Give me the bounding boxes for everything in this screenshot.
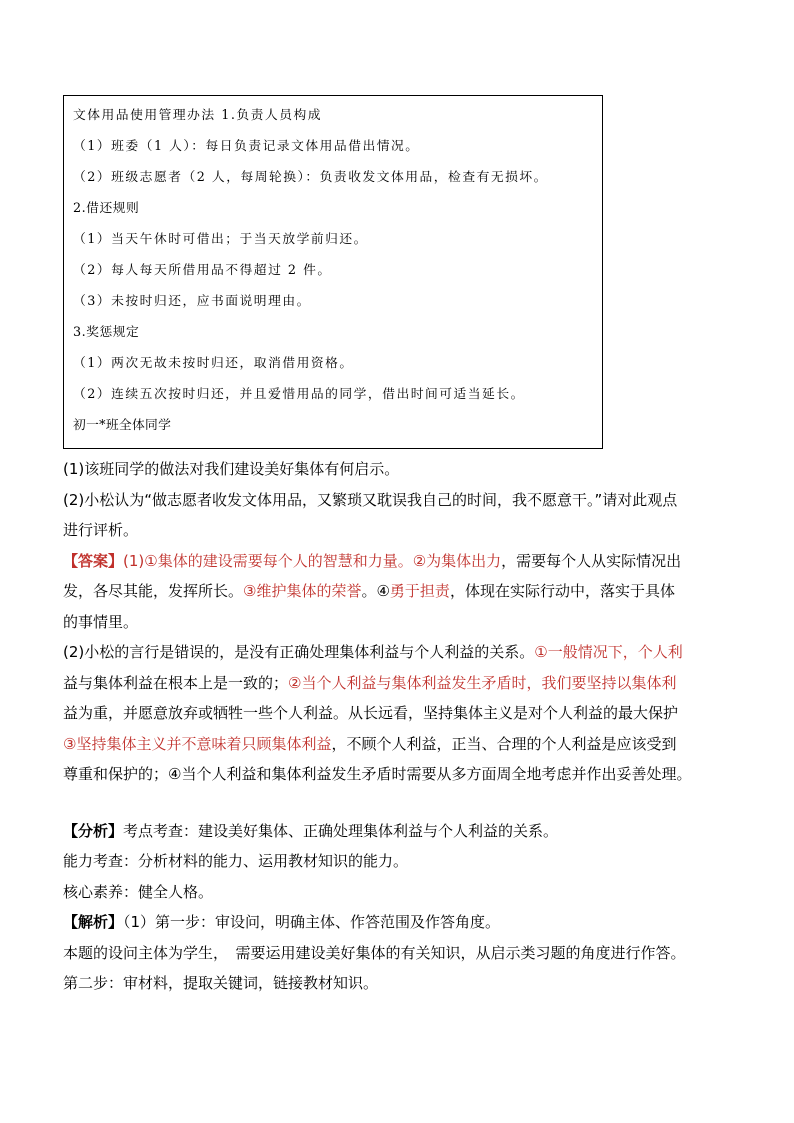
- answer-line: [63, 576, 733, 607]
- answer-text: (1)①集体的建设需要每个人的智慧和力量。②为集体出力: [123, 551, 502, 570]
- answer-text: ④当个人利益和集体利益发生矛盾时需要从多方面周全地考虑并作出妥善处理。: [168, 765, 692, 783]
- material-line: （1）当天午休时可借出；于当天放学前归还。: [73, 232, 368, 247]
- answer-text: 勇于担责: [389, 582, 450, 600]
- explanation-line: [63, 907, 733, 938]
- material-line: （1）两次无故未按时归还，取消借用资格。: [73, 356, 354, 371]
- answer-text: ③维护集体的荣誉: [243, 582, 362, 600]
- answer-line: [63, 759, 733, 790]
- analysis-line: [63, 816, 733, 847]
- material-line: （2）班级志愿者（2 人，每周轮换）：负责收发文体用品，检查有无损坏。: [73, 170, 548, 185]
- explanation-body: 本题的设问主体为学生， 需要运用建设美好集体的有关知识，从启示类习题的角度进行作答。: [63, 943, 686, 962]
- answer-text: 。④: [361, 582, 390, 600]
- answer-text: ①一般情况下，个人利: [534, 643, 683, 661]
- material-title-line: 文体用品使用管理办法 1.负责人员构成: [73, 108, 322, 123]
- answer-text: (2)小松的言行是错误的，是没有正确处理集体利益与个人利益的关系。: [63, 643, 535, 661]
- answer-text: ，需要每个人从实际情况出: [501, 551, 682, 570]
- question-2-line: 进行评析。: [63, 521, 139, 539]
- question-2-line: (2)小松认为“做志愿者收发文体用品，又繁琐又耽误我自己的时间，我不愿意干。”请对此观点: [63, 490, 678, 509]
- answer-text: ③坚持集体主义并不意味着只顾集体利益: [63, 734, 332, 753]
- material-section-heading: 3.奖惩规定: [73, 325, 140, 340]
- material-section-heading: 2.借还规则: [73, 201, 140, 216]
- answer-text: ，体现在实际行动中，落实于具体: [449, 582, 675, 600]
- answer-label: 【答案】: [63, 551, 124, 570]
- material-line: （1）班委（1 人）：每日负责记录文体用品借出情况。: [73, 139, 420, 154]
- spacer: [63, 790, 733, 816]
- material-line: （2）每人每天所借用品不得超过 2 件。: [73, 263, 332, 278]
- ability-line: 能力考查：分析材料的能力、运用教材知识的能力。: [63, 852, 409, 870]
- answer-line: [63, 546, 733, 577]
- material-line: （3）未按时归还，应书面说明理由。: [73, 294, 311, 309]
- answer-line: [63, 637, 733, 668]
- question-and-answer: [63, 454, 733, 999]
- question-1: (1)该班同学的做法对我们建设美好集体有何启示。: [63, 460, 400, 478]
- answer-line: [63, 729, 733, 760]
- answer-line: 的事情里。: [63, 612, 139, 631]
- core-literacy-line: 核心素养：健全人格。: [63, 882, 214, 901]
- answer-text: 益与集体利益在根本上是一致的；: [63, 673, 289, 692]
- answer-line: [63, 668, 733, 699]
- material-line: （2）连续五次按时归还，并且爱惜用品的同学，借出时间可适当延长。: [73, 387, 525, 402]
- answer-text: 尊重和保护的；: [63, 765, 169, 783]
- answer-text: ②当个人利益与集体利益发生矛盾时，我们要坚持以集体利: [288, 673, 677, 692]
- material-box: [63, 95, 603, 449]
- explanation-label: 【解析】: [63, 913, 124, 931]
- answer-text: ，不顾个人利益，正当、合理的个人利益是应该受到: [331, 734, 677, 753]
- explanation-text: （1）第一步：审设问，明确主体、作答范围及作答角度。: [123, 913, 501, 931]
- material-signature: 初一*班全体同学: [73, 418, 172, 433]
- answer-line: 益为重，并愿意放弃或牺牲一些个人利益。从长远看，坚持集体主义是对个人利益的最大保护: [63, 704, 679, 722]
- analysis-label: 【分析】: [63, 821, 124, 840]
- answer-text: 发，各尽其能，发挥所长。: [63, 582, 244, 600]
- explanation-step-2: 第二步：审材料，提取关键词，链接教材知识。: [63, 974, 379, 992]
- analysis-text: 考点考查：建设美好集体、正确处理集体利益与个人利益的关系。: [123, 821, 559, 840]
